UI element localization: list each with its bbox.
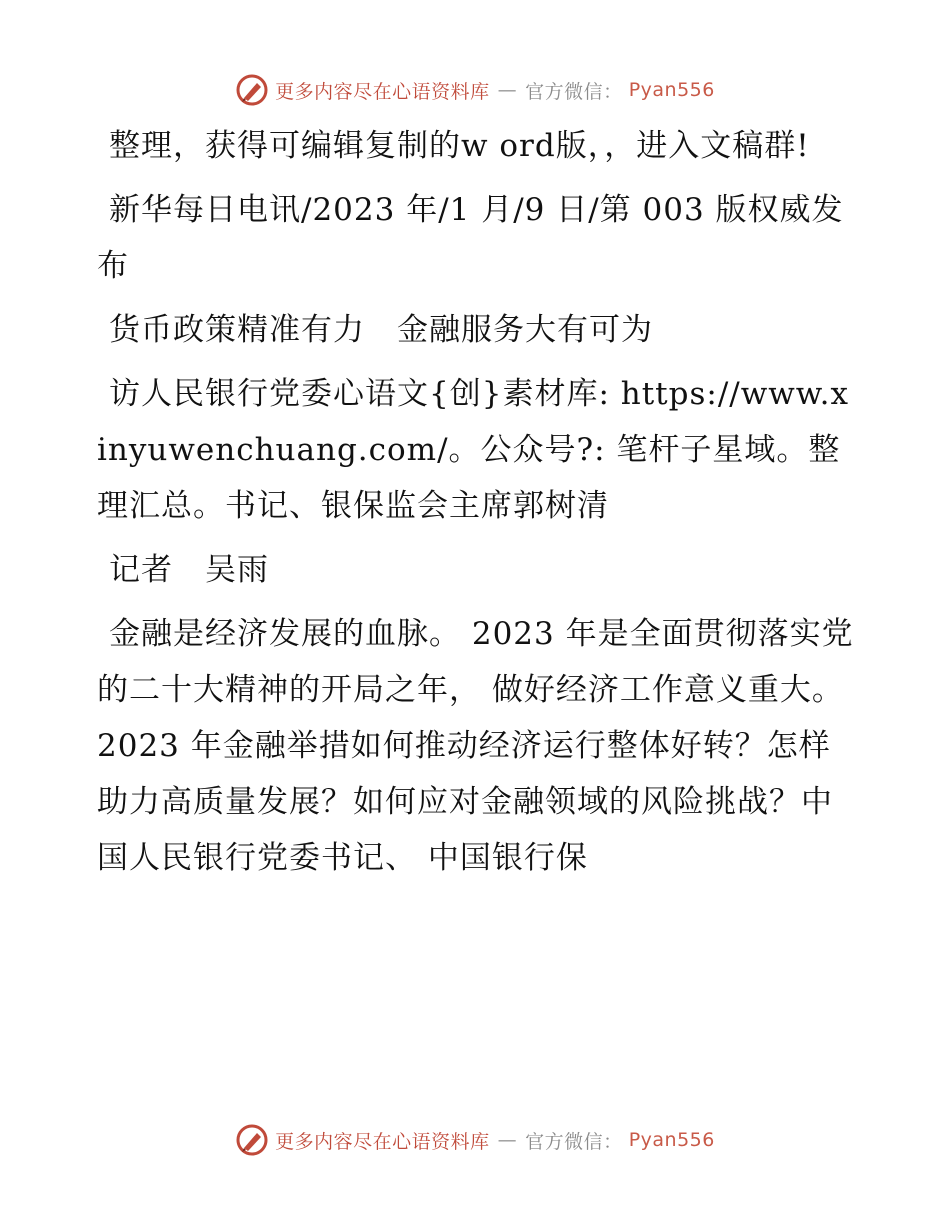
paragraph-subheadline: 访人民银行党委心语文{创}素材库: https://www.xinyuwenchuang.com/。公众号?: 笔杆子星域。整理汇总。书记、银保监会主席郭树清 — [97, 376, 849, 524]
footer-wechat-label: 官方微信： — [525, 1130, 623, 1153]
header-brand — [0, 70, 950, 110]
paragraph-headline: 货币政策精准有力 金融服务大有可为 — [109, 312, 653, 348]
document-body — [97, 118, 857, 894]
footer-brand-text: 更多内容尽在心语资料库 — [275, 1130, 490, 1153]
footer-wechat-id: Pyan556 — [628, 1129, 715, 1151]
header-brand-text: 更多内容尽在心语资料库 — [275, 80, 490, 103]
header-wechat-label: 官方微信： — [525, 80, 623, 103]
footer-brand — [0, 1120, 950, 1160]
pen-logo-icon — [235, 1123, 269, 1157]
header-wechat-id: Pyan556 — [628, 79, 715, 101]
paragraph-intro: 整理，获得可编辑复制的w ord版，，进入文稿群! — [109, 128, 810, 164]
pen-logo-icon — [235, 73, 269, 107]
header-separator: — — [497, 79, 518, 101]
paragraph-reporter: 记者 吴雨 — [109, 552, 269, 588]
paragraph-body: 金融是经济发展的血脉。 2023 年是全面贯彻落实党的二十大精神的开局之年， 做好经济工作意义重大。2023 年金融举措如何推动经济运行整体好转？怎样助力高质量发展？如何应对金融领域的风险挑战？中国人民银行党委书记、 中国银行保 — [97, 616, 854, 876]
paragraph-source: 新华每日电讯/2023 年/1 月/9 日/第 003 版权威发布 — [97, 192, 844, 284]
footer-separator: — — [497, 1129, 518, 1151]
